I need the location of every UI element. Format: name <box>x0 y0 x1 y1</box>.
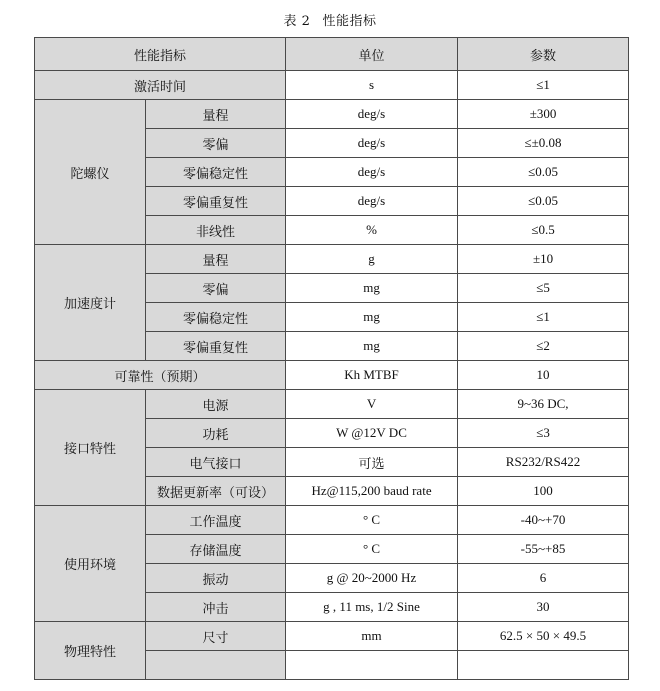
table-row <box>35 506 629 535</box>
row-unit: deg/s <box>286 100 458 129</box>
header-unit: 单位 <box>286 38 458 71</box>
row-value: ≤0.05 <box>458 187 629 216</box>
header-indicator: 性能指标 <box>35 38 286 71</box>
row-name: 量程 <box>146 245 286 274</box>
row-unit: V <box>286 390 458 419</box>
row-value: ≤0.5 <box>458 216 629 245</box>
row-name: 冲击 <box>146 593 286 622</box>
row-unit: W @12V DC <box>286 419 458 448</box>
activation-label: 激活时间 <box>35 71 286 100</box>
row-name: 非线性 <box>146 216 286 245</box>
row-unit: % <box>286 216 458 245</box>
row-unit: g @ 20~2000 Hz <box>286 564 458 593</box>
row-name: 尺寸 <box>146 622 286 651</box>
row-name: 零偏 <box>146 129 286 158</box>
spec-table <box>34 37 629 680</box>
row-value: ≤2 <box>458 332 629 361</box>
row-name: 电气接口 <box>146 448 286 477</box>
row-unit: deg/s <box>286 187 458 216</box>
table-number: 表 2 <box>283 14 311 29</box>
table-row <box>35 245 629 274</box>
interface-group-label: 接口特性 <box>35 390 146 506</box>
row-name: 零偏稳定性 <box>146 158 286 187</box>
row-unit: deg/s <box>286 129 458 158</box>
row-unit: mg <box>286 332 458 361</box>
row-value: 6 <box>458 564 629 593</box>
row-value: 100 <box>458 477 629 506</box>
gyro-group-label: 陀螺仪 <box>35 100 146 245</box>
table-header-row <box>35 38 629 71</box>
row-name: 零偏重复性 <box>146 187 286 216</box>
row-unit: mm <box>286 622 458 651</box>
row-name: 数据更新率（可设） <box>146 477 286 506</box>
table-row <box>35 390 629 419</box>
row-name: 零偏稳定性 <box>146 303 286 332</box>
physical-group-label: 物理特性 <box>35 622 146 680</box>
row-value: 9~36 DC, <box>458 390 629 419</box>
row-value: ≤3 <box>458 419 629 448</box>
row-value: ±10 <box>458 245 629 274</box>
row-value: 30 <box>458 593 629 622</box>
row-name: 量程 <box>146 100 286 129</box>
row-value: ≤0.05 <box>458 158 629 187</box>
activation-unit: s <box>286 71 458 100</box>
row-value: ≤±0.08 <box>458 129 629 158</box>
table-row <box>35 361 629 390</box>
row-unit: mg <box>286 303 458 332</box>
row-name: 振动 <box>146 564 286 593</box>
row-name: 零偏重复性 <box>146 332 286 361</box>
table-row <box>35 71 629 100</box>
row-value: 62.5 × 50 × 49.5 <box>458 622 629 651</box>
row-name: 存储温度 <box>146 535 286 564</box>
accel-group-label: 加速度计 <box>35 245 146 361</box>
table-row <box>35 622 629 651</box>
row-unit: 可选 <box>286 448 458 477</box>
row-unit: ° C <box>286 535 458 564</box>
row-unit: g , 11 ms, 1/2 Sine <box>286 593 458 622</box>
row-name: 功耗 <box>146 419 286 448</box>
row-value: RS232/RS422 <box>458 448 629 477</box>
row-unit: deg/s <box>286 158 458 187</box>
row-value: -55~+85 <box>458 535 629 564</box>
reliability-unit: Kh MTBF <box>286 361 458 390</box>
reliability-label: 可靠性（预期） <box>35 361 286 390</box>
header-param: 参数 <box>458 38 629 71</box>
reliability-value: 10 <box>458 361 629 390</box>
table-row <box>35 100 629 129</box>
row-value: ≤1 <box>458 303 629 332</box>
environment-group-label: 使用环境 <box>35 506 146 622</box>
table-title: 性能指标 <box>322 14 377 29</box>
table-caption <box>0 10 660 29</box>
row-unit: mg <box>286 274 458 303</box>
row-name: 工作温度 <box>146 506 286 535</box>
row-value: ±300 <box>458 100 629 129</box>
row-value: ≤5 <box>458 274 629 303</box>
row-name: 零偏 <box>146 274 286 303</box>
row-unit: ° C <box>286 506 458 535</box>
activation-value: ≤1 <box>458 71 629 100</box>
row-unit: Hz@115,200 baud rate <box>286 477 458 506</box>
row-name: 电源 <box>146 390 286 419</box>
row-unit: g <box>286 245 458 274</box>
row-value: -40~+70 <box>458 506 629 535</box>
